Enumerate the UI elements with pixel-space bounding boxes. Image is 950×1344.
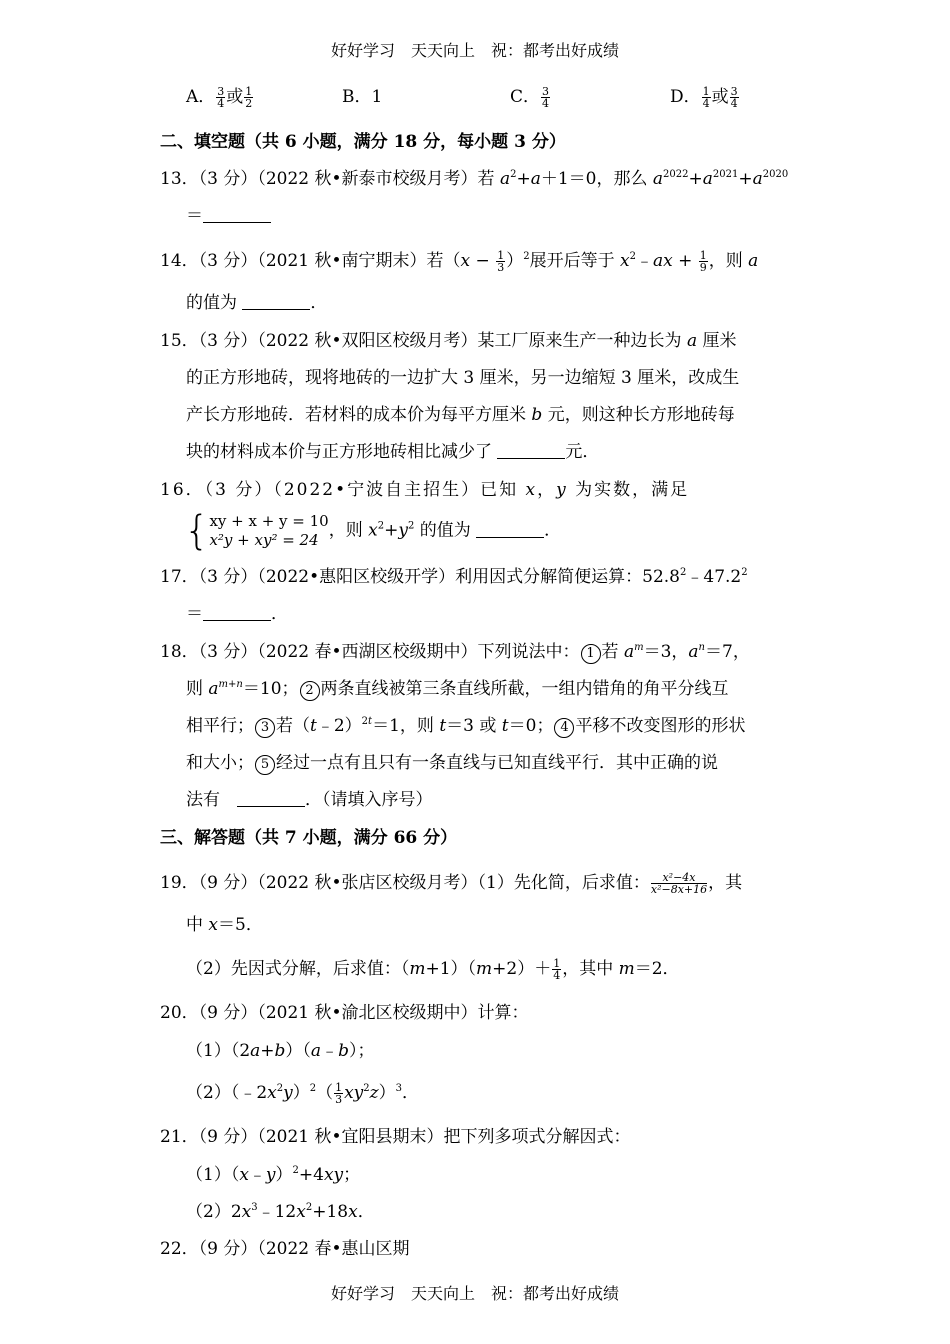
question-13-line1: 13．（3 分）（2022 秋•新泰市校级月考）若 $a^2+a+1=0$，那么 $a^{2022}+a^{2021}+a^{2020}$ [160, 169, 789, 189]
question-20-part2: $(2)(﹣2x^2y)^2$（ $\frac{1}{3}$ $xy^2z)^3$． [186, 1081, 420, 1106]
answer-blank [203, 606, 271, 621]
question-15-line2: 的正方形地砖，现将地砖的一边扩大 3 厘米，另一边缩短 3 厘米，改成生 [186, 368, 740, 388]
question-14-line1: 14．（3 分）（2021 秋•南宁期末）若（x − $\frac{1}{3}$ ）$^2$展开后等于 $x^2﹣ax$ + $\frac{1}{9}$ ，则 a [160, 249, 759, 274]
question-18-line4: 和大小； 5 经过一点有且只有一条直线与已知直线平行．其中正确的说 [186, 753, 718, 773]
circled-number: 1 [581, 644, 601, 664]
page-header: 好好学习 天天向上 祝：都考出好成绩 [330, 41, 619, 60]
fraction: $\frac{3}{4}$ [217, 85, 225, 110]
question-19-line2: 中 x＝5． [186, 915, 263, 935]
option-d: D． $\frac{1}{4}$ 或 $\frac{3}{4}$ [670, 85, 738, 110]
question-18-line5: 法有 ．（请填入序号） [186, 790, 433, 810]
question-19-line1: 19．（9 分）（2022 秋•张店区校级月考）（1）先化简，后求值： $\frac{\text{x²−4x}}{\text{x²−8x+16}}$ ，其 [160, 871, 743, 896]
equation-system: xy + x + y = 10 x²y + xy² = 24 [209, 512, 329, 549]
option-b: B．1 [342, 87, 383, 107]
system-brace: { [184, 508, 210, 554]
circled-number: 2 [300, 681, 320, 701]
page-footer: 好好学习 天天向上 祝：都考出好成绩 [330, 1284, 619, 1303]
question-15-line3: 产长方形地砖．若材料的成本价为每平方厘米 b 元，则这种长方形地砖每 [186, 405, 735, 425]
question-15-line1: 15．（3 分）（2022 秋•双阳区校级月考）某工厂原来生产一种边长为 a 厘米 [160, 331, 737, 351]
circled-number: 4 [554, 718, 574, 738]
circled-number: 5 [255, 755, 275, 775]
question-16-line1: 16．（3 分）（2022•宁波自主招生）已知 x，y 为实数，满足 [160, 480, 690, 500]
question-18-line3: 相平行； 3 若（t﹣2）$^{2t}$＝1，则 t＝3 或 t＝0； 4 平移不改变图形的形状 [186, 716, 746, 736]
question-16-line2: { xy + x + y = 10 x²y + xy² = 24 ，则 $x^2+y^2$ 的值为 ． [184, 508, 562, 554]
question-18-line1: 18．（3 分）（2022 春•西湖区校级期中）下列说法中： 1 若 $a^m=3$，$a^n=7$， [160, 642, 750, 662]
question-19-line3: （2）先因式分解，后求值：（m+1）（m+2）＋ $\frac{1}{4}$ ，其中 m＝2． [186, 957, 680, 982]
answer-blank [476, 523, 544, 538]
fraction: $\frac{1}{2}$ [245, 85, 253, 110]
question-15-line4: 块的材料成本价与正方形地砖相比减少了 元． [186, 442, 600, 462]
question-21-part1: （1）（x﹣y）$^2$+4xy； [186, 1165, 361, 1185]
question-20-part1: （1）（2a+b）（a﹣b）； [186, 1041, 375, 1061]
question-17-line1: 17．（3 分）（2022•惠阳区校级开学）利用因式分解简便运算：52.8$^2$﹣47.2$^2$ [160, 567, 748, 587]
answer-blank [203, 208, 271, 223]
question-13-line2: ＝ [186, 205, 271, 227]
question-22-line1: 22．（9 分）（2022 春•惠山区期 [160, 1239, 410, 1259]
option-a: A． $\frac{3}{4}$ 或 $\frac{1}{2}$ [186, 85, 253, 110]
question-20-line1: 20．（9 分）（2021 秋•渝北区校级期中）计算： [160, 1003, 529, 1023]
option-c: C． $\frac{3}{4}$ [510, 85, 550, 110]
section-title-fill-in: 二、填空题（共 6 小题，满分 18 分，每小题 3 分） [160, 132, 566, 152]
question-18-line2: 则 $a^{m+n}=10$； 2 两条直线被第三条直线所截，一组内错角的角平分线互 [186, 679, 729, 699]
question-17-line2: ＝ ． [186, 604, 288, 624]
circled-number: 3 [255, 718, 275, 738]
question-21-line1: 21．（9 分）（2021 秋•宜阳县期末）把下列多项式分解因式： [160, 1127, 631, 1147]
answer-blank [242, 295, 310, 310]
answer-blank [237, 792, 305, 807]
answer-blank [497, 444, 565, 459]
section-title-answers: 三、解答题（共 7 小题，满分 66 分） [160, 828, 458, 848]
question-14-line2: 的值为 ． [186, 293, 328, 313]
question-21-part2: $(2)2x^3﹣12x^2+18x$． [186, 1202, 375, 1222]
